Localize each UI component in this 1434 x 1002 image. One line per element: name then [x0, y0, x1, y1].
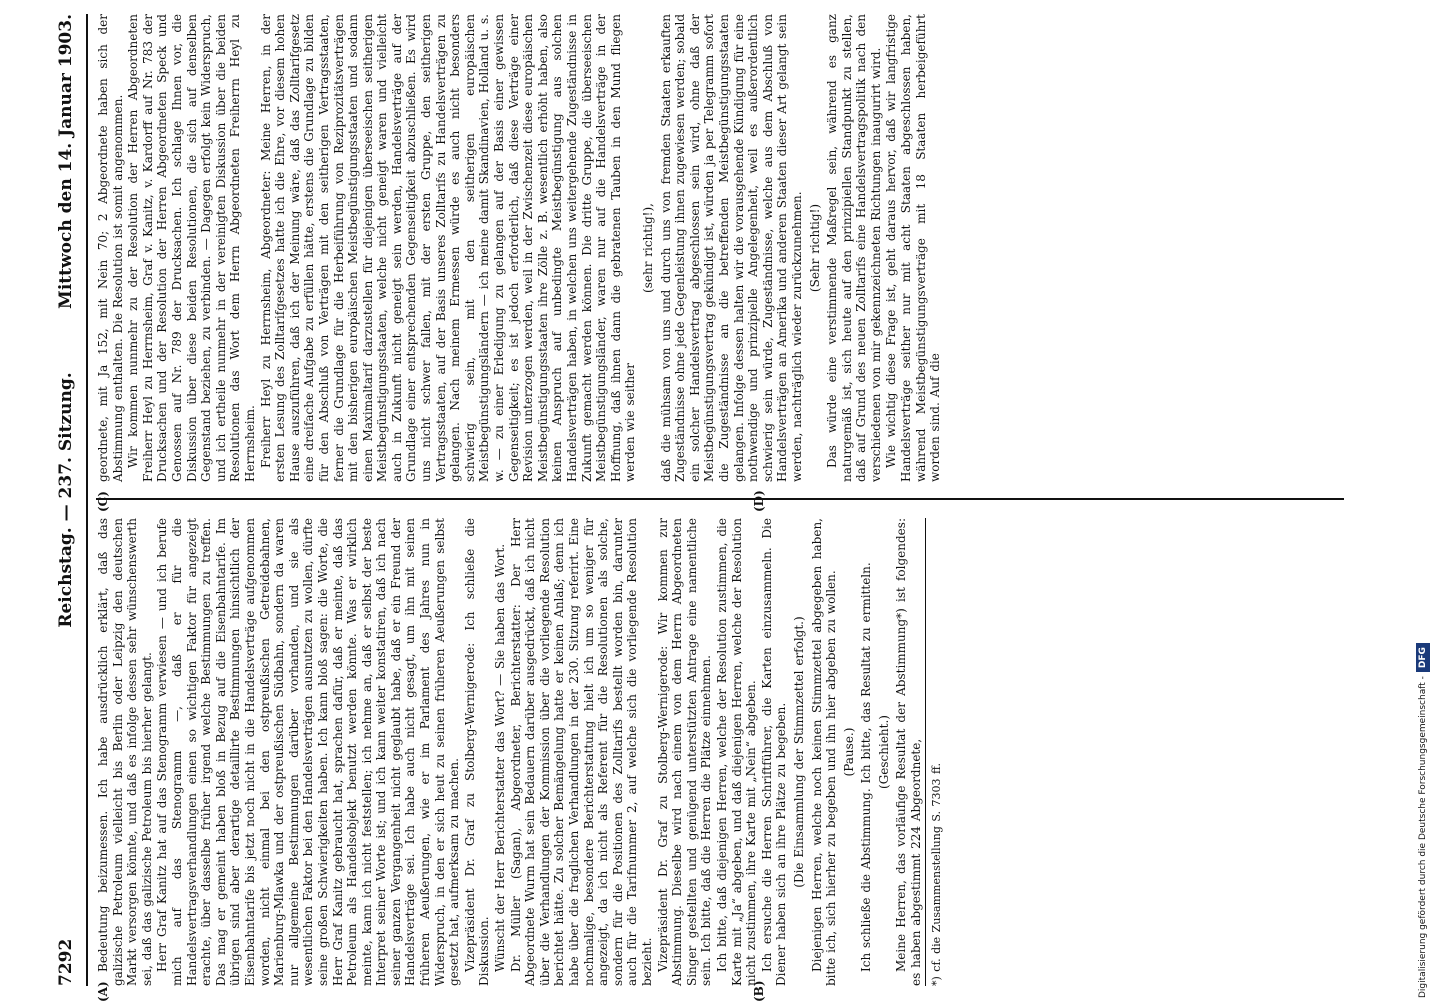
dfg-logo: DFG — [1416, 643, 1430, 672]
footnote: *) cf. die Zusammenstellung S. 7303 ff. — [925, 518, 945, 986]
paragraph: Ich schließe die Abstimmung. Ich bitte, das Resultat zu ermitteln. — [859, 518, 874, 986]
margin-mark-a: (A) — [96, 981, 110, 1002]
column-separator — [96, 498, 1344, 500]
header-rule — [86, 14, 88, 986]
paragraph: Ich ersuche die Herren Schriftführer, die Karten einzusammeln. Die Diener haben sich an ihre Plätze zu begeben. — [760, 518, 789, 986]
paragraph: Dr. Müller (Sagan), Abgeordneter, Berichterstatter: Der Herr Abgeordnete Wurm hat sein Bedauern darüber ausgedrückt, daß ich nicht über die Verhandlungen der Kommission über die vorliegende Resolution berichtet hätte. Zu solcher Bemängelung hatte er keinen Anlaß; denn ich habe über die fraglichen Verhandlungen in der 230. Sitzung referirt. Eine nochmalige, besondere Berichterstattung hielt ich um so weniger für angezeigt, da ich nicht als Referent für die Resolutionen als solche, sondern für die Positionen des Zolltarifs bestellt worden bin, darunter auch für die Tarifnummer 2, auf welche sich die vorliegende Resolution bezieht. — [509, 518, 655, 986]
page-header — [52, 14, 86, 986]
digitization-note — [1414, 8, 1432, 998]
session-date: Mittwoch den 14. Januar 1903. — [56, 14, 76, 309]
paragraph: Herr Graf Kanitz hat auf das Stenogramm verwiesen — und ich berufe mich auf das Stenogramm —, daß er für die Handelsvertragsverhandlungen einen so wichtigen Faktor für angezeigt erachte, über dasselbe früher irgend welche Bestimmungen zu treffen. Das mag er gemeint haben bloß in Bezug auf die Eisenbahntarife. Im übrigen sind aber derartige detaillirte Bestimmungen hinsichtlich der Eisenbahntarife bis jetzt noch nicht in die Handelsverträge aufgenommen worden, nicht einmal bei den ostpreußischen Getreidebahnen, Marienburg-Mlawka und der ostpreußischen Südbahn, sondern da waren nur allgemeine Bestimmungen darüber vorhanden, und sie als wesentlichen Faktor bei den Handelsverträgen ausnutzen zu wollen, dürfte seine großen Schwierigkeiten haben. Ich kann bloß sagen: die Worte, die Herr Graf Kanitz gebraucht hat, sprachen dafür, daß er meinte, daß das Petroleum als Handelsobjekt benutzt werden könnte. Was er wirklich meinte, kann ich nicht feststellen; ich nehme an, daß er selbst der beste Interpret seiner Worte ist; und ich kann weiter konstatiren, daß ich nach seiner ganzen Vergangenheit nicht geglaubt habe, daß er ein Freund der Handelsverträge sei. Ich habe auch nicht gesagt, um ihn mit seinen früheren Aeußerungen, wie er im Parlament des Jahres nun in Widerspruch, in den er sich heut zu seinen früheren Aeußerungen selbst gesetzt hat, aufmerksam zu machen. — [155, 518, 461, 986]
stage-direction: (Geschieht.) — [877, 518, 892, 986]
stage-direction: (Sehr richtig!) — [808, 14, 823, 482]
paragraph: Wünscht der Herr Berichterstatter das Wort? — Sie haben das Wort. — [493, 518, 508, 986]
page-number: 7292 — [56, 939, 76, 986]
paragraph: Diejenigen Herren, welche noch keinen Stimmzettel abgegeben haben, bitte ich, sich hierher zu begeben und ihn hier abgeben zu wollen. — [810, 518, 839, 986]
paragraph: Ich bitte, daß diejenigen Herren, welche der Resolution zustimmen, die Karte mit „Ja“ abgeben, und daß diejenigen Herren, welche der Resolution nicht zustimmen, ihre Karte mit „Nein“ abgeben. — [715, 518, 759, 986]
margin-mark-b: (B) — [752, 981, 766, 1002]
stage-direction: (Pause.) — [842, 518, 857, 986]
paragraph: Wir kommen nunmehr zu der Resolution der Herren Abgeordneten Freiherr Heyl zu Herrnsheim, Graf v. Kanitz, v. Kardorff auf Nr. 783 der Drucksachen und der Resolution der Herren Abgeordneten Speck und Genossen auf Nr. 789 der Drucksachen. Ich schlage Ihnen vor, die Diskussion über diese beiden Resolutionen, die sich auf denselben Gegenstand beziehen, zu verbinden. — Dagegen erfolgt kein Widerspruch, und ich ertheile nunmehr in der vereinigten Diskussion über die beiden Resolutionen das Wort dem Herrn Abgeordneten Freiherrn Heyl zu Herrnsheim. — [126, 14, 257, 482]
paragraph: Wie wichtig diese Frage ist, geht daraus hervor, daß wir langfristige Handelsverträge seither nur mit acht Staaten abgeschlossen haben, während Meistbegünstigungsverträge mit 18 Staaten herbeigeführt worden sind. Auf die — [884, 14, 942, 482]
paragraph: daß die mühsam von uns und durch uns von fremden Staaten erkauften Zugeständnisse ohne jede Gegenleistung ihnen zugewiesen werden; sobald ein solcher Handelsvertrag abgeschlossen sein wird, ohne daß der Meistbegünstigungsvertrag gekündigt ist, würden ja per Telegramm sofort die Zugeständnisse an die betreffenden Meistbegünstigungsstaaten gelangen. Infolge dessen halten wir die vorausgehende Kündigung für eine nothwendige und prinzipielle Angelegenheit, weil es außerordentlich schwierig sein würde, Zugeständnisse, welche aus dem Abschluß von Handelsverträgen an Amerika und anderen Staaten dieser Art gelangt sein werden, nachträglich wieder zurückzunehmen. — [659, 14, 805, 482]
paragraph: Meine Herren, das vorläufige Resultat der Abstimmung*) ist folgendes: es haben abgestimmt 224 Abgeordnete, — [894, 518, 923, 986]
digitization-text-line — [1414, 8, 1432, 998]
margin-mark-d: (D) — [752, 490, 766, 512]
paragraph: Vizepräsident Dr. Graf zu Stolberg-Wernigerode: Wir kommen zur Abstimmung. Dieselbe wird nach einem von dem Herrn Abgeordneten Singer gestellten und genügend unterstützten Antrage eine namentliche sein. Ich bitte, daß die Herren die Plätze einnehmen. — [656, 518, 714, 986]
paragraph: Das würde eine verstimmende Maßregel sein, während es ganz naturgemäß ist, sich heute auf den prinzipiellen Standpunkt zu stellen, daß auf Grund des neuen Zolltarifs eine Handelsvertragspolitik nach den verschiedenen von mir gekennzeichneten Richtungen inaugurirt wird. — [825, 14, 883, 482]
paragraph: Freiherr Heyl zu Herrnsheim, Abgeordneter: Meine Herren, in der ersten Lesung des Zolltarifgesetzes hatte ich die Ehre, vor diesem hohen Hause auszuführen, daß ich der Meinung wäre, daß das Zolltarifgesetz eine dreifache Aufgabe zu erfüllen hätte, erstens die Grundlage zu bilden für den Abschluß von Verträgen mit den seitherigen Vertragsstaaten, ferner die Grundlage für die Herbeiführung von Reziprozitätsverträgen mit den bisherigen europäischen Meistbegünstigungsstaaten und sodann einen Maximaltarif darzustellen für diejenigen überseeischen seitherigen Meistbegünstigungsstaaten, welche nicht geneigt waren und vielleicht auch in Zukunft nicht geneigt sein werden, Handelsverträge auf der Grundlage einer entsprechenden Gegenseitigkeit abzuschließen. Es wird uns nicht schwer fallen, mit der ersten Gruppe, den seitherigen Vertragsstaaten, auf der Basis unseres Zolltarifs zu Handelsverträgen zu gelangen. Nach meinem Ermessen würde es auch nicht besonders schwierig sein, mit den seitherigen europäischen Meistbegünstigungsländern — ich meine damit Skandinavien, Holland u. s. w. — zu einer Erledigung zu gelangen auf der Basis einer gewissen Gegenseitigkeit; es ist jedoch erforderlich, daß diese Verträge einer Revision unterzogen werden, weil in der Zwischenzeit diese europäischen Meistbegünstigungsstaaten ihre Zölle z. B. wesentlich erhöht haben, also keinen Anspruch auf unbedingte Meistbegünstigung aus solchen Handelsverträgen haben, in welchen uns weitergehende Zugeständnisse in Zukunft gemacht werden können. Die dritte Gruppe, die überseeischen Meistbegünstigungsländer, waren nur auf die Handelsverträge in der Hoffnung, daß ihnen dann die gebratenen Tauben in den Mund fliegen werden wie seither — [259, 14, 638, 482]
paragraph: geordnete, mit Ja 152, mit Nein 70; 2 Abgeordnete haben sich der Abstimmung enthalten. Die Resolution ist somit angenommen. — [96, 14, 125, 482]
digitization-credit: Digitalisierung gefördert durch die Deutsche Forschungsgemeinschaft - — [1418, 676, 1428, 998]
stage-direction: (sehr richtig!), — [641, 14, 656, 482]
paragraph: Vizepräsident Dr. Graf zu Stolberg-Wernigerode: Ich schließe die Diskussion. — [463, 518, 492, 986]
stage-direction: (Die Einsammlung der Stimmzettel erfolgt.) — [792, 518, 807, 986]
page-content — [52, 14, 1372, 986]
session-title: Reichstag. — 237. Sitzung. — [56, 14, 76, 986]
left-column — [96, 518, 945, 986]
margin-mark-c: (C) — [96, 491, 110, 512]
paragraph: Bedeutung beizumessen. Ich habe ausdrücklich erklärt, daß das galizische Petroleum vielleicht bis Berlin oder Leipzig den deutschen Markt versorgen könnte, und daß es infolge dessen sehr wünschenswerth sei, daß das galizische Petroleum bis hierher gelangt. — [96, 518, 154, 986]
right-column — [96, 14, 944, 482]
